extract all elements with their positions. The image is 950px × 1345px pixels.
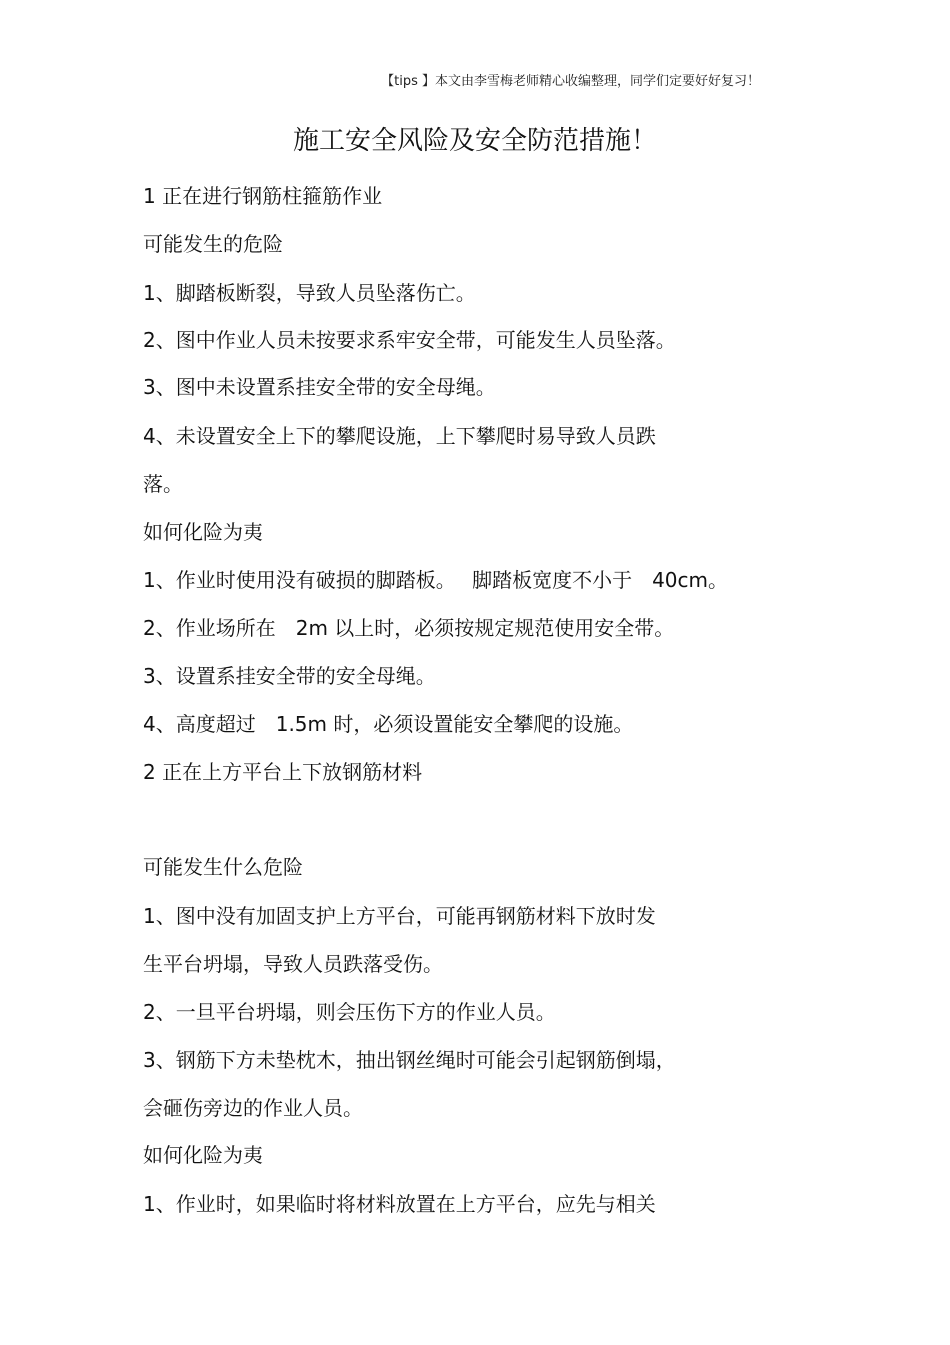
subheading-remedies-2: 如何化险为夷 (143, 1143, 263, 1167)
subheading-risks-2: 可能发生什么危险 (143, 855, 303, 879)
text-line: 生平台坍塌，导致人员跌落受伤。 (143, 952, 443, 976)
section-heading-1: 1 正在进行钢筋柱箍筋作业 (143, 184, 383, 208)
text-line: 2、图中作业人员未按要求系牢安全带，可能发生人员坠落。 (143, 328, 676, 352)
text-line: 4、高度超过 1.5m 时，必须设置能安全攀爬的设施。 (143, 712, 634, 736)
text-line: 3、钢筋下方未垫枕木，抽出钢丝绳时可能会引起钢筋倒塌， (143, 1048, 676, 1072)
section-heading-2: 2 正在上方平台上下放钢筋材料 (143, 760, 423, 784)
text-line: 会砸伤旁边的作业人员。 (143, 1096, 363, 1120)
subheading-remedies-1: 如何化险为夷 (143, 520, 263, 544)
subheading-risks-1: 可能发生的危险 (143, 232, 283, 256)
text-line: 1、作业时使用没有破损的脚踏板。 脚踏板宽度不小于 40cm。 (143, 568, 729, 592)
text-line: 1、脚踏板断裂，导致人员坠落伤亡。 (143, 281, 476, 305)
text-line: 2、作业场所在 2m 以上时，必须按规定规范使用安全带。 (143, 616, 675, 640)
text-line: 2、一旦平台坍塌，则会压伤下方的作业人员。 (143, 1000, 556, 1024)
text-line: 1、作业时，如果临时将材料放置在上方平台，应先与相关 (143, 1192, 656, 1216)
text-line: 3、图中未设置系挂安全带的安全母绳。 (143, 375, 496, 399)
text-line: 3、设置系挂安全带的安全母绳。 (143, 664, 436, 688)
text-line: 1、图中没有加固支护上方平台，可能再钢筋材料下放时发 (143, 904, 656, 928)
text-line: 4、未设置安全上下的攀爬设施，上下攀爬时易导致人员跌 (143, 424, 656, 448)
text-line: 落。 (143, 472, 183, 496)
header-tips: 【tips 】本文由李雪梅老师精心收编整理，同学们定要好好复习！ (381, 74, 760, 89)
document-title: 施工安全风险及安全防范措施！ (292, 126, 657, 156)
